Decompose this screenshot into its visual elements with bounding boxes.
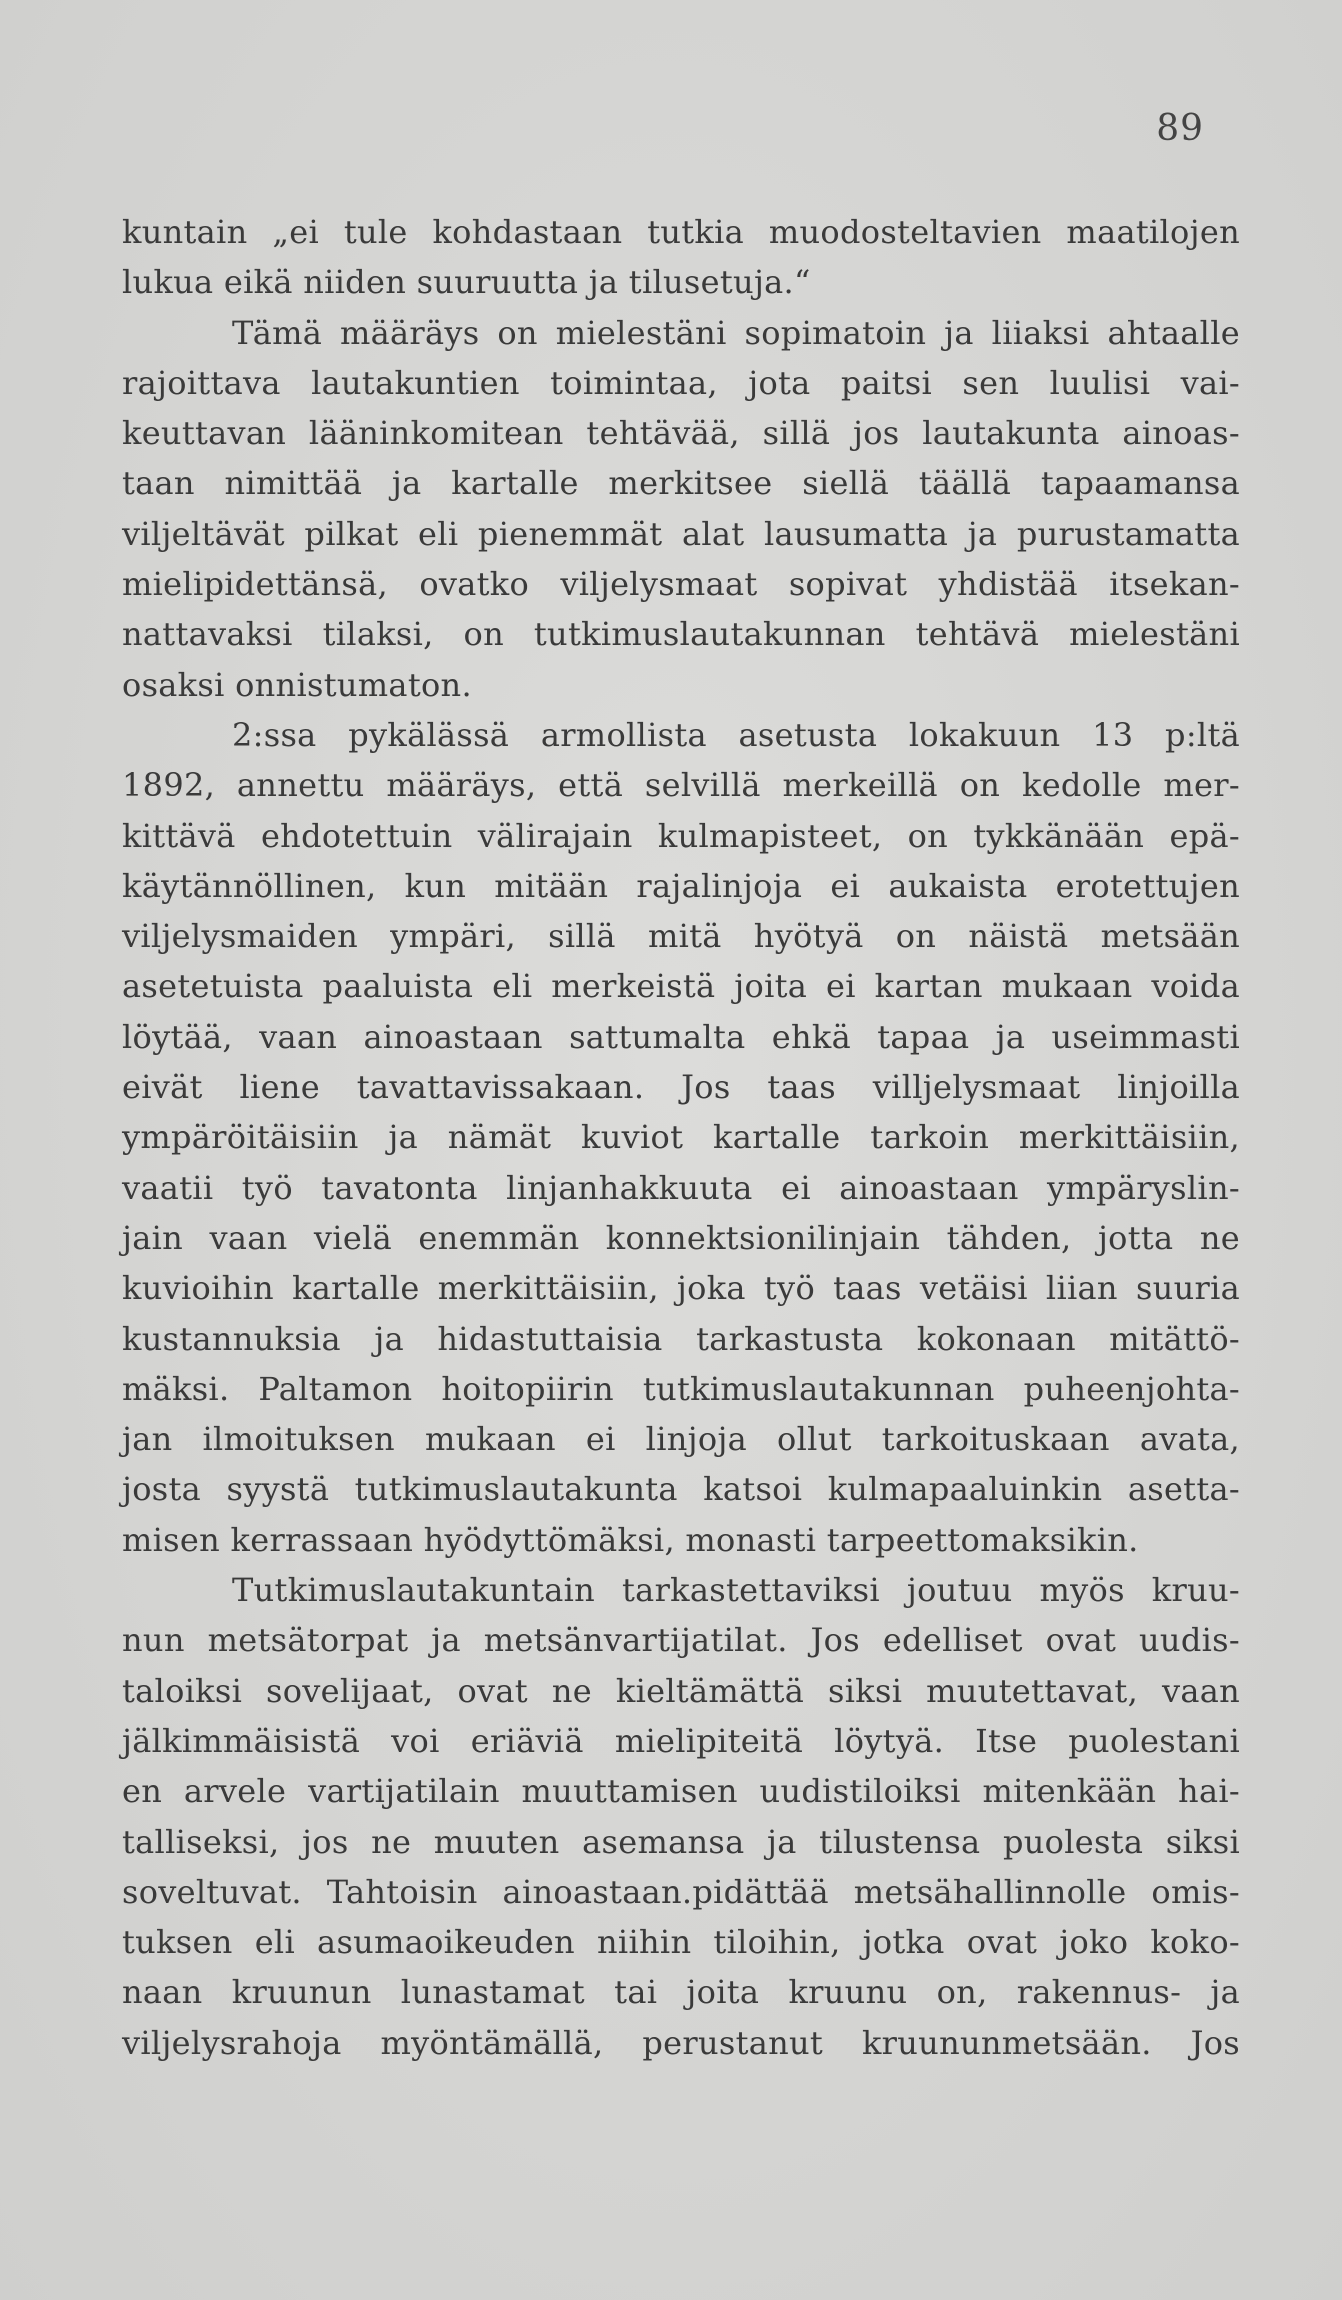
page-number: 89	[1156, 108, 1204, 149]
text-line: taan nimittää ja kartalle merkitsee siellä täällä tapaamansa	[122, 464, 1240, 503]
text-line: keuttavan lääninkomitean tehtävää, sillä jos lautakunta ainoas-	[122, 414, 1240, 453]
text-line: jan ilmoituksen mukaan ei linjoja ollut tarkoituskaan avata,	[122, 1420, 1240, 1459]
text-line: 2:ssa pykälässä armollista asetusta lokakuun 13 p:ltä	[232, 715, 1240, 754]
text-line: kuvioihin kartalle merkittäisiin, joka työ taas vetäisi liian suuria	[122, 1269, 1240, 1308]
text-line: nun metsätorpat ja metsänvartijatilat. Jos edelliset ovat uudis-	[122, 1621, 1240, 1660]
text-line: löytää, vaan ainoastaan sattumalta ehkä tapaa ja useimmasti	[122, 1017, 1240, 1056]
text-line: viljeltävät pilkat eli pienemmät alat lausumatta ja purustamatta	[122, 514, 1240, 553]
text-line: kustannuksia ja hidastuttaisia tarkastusta kokonaan mitättö-	[122, 1319, 1240, 1358]
text-line: mäksi. Paltamon hoitopiirin tutkimuslautakunnan puheenjohta-	[122, 1369, 1240, 1408]
text-line: kuntain „ei tule kohdastaan tutkia muodosteltavien maatilojen	[122, 213, 1240, 251]
text-line: misen kerrassaan hyödyttömäksi, monasti tarpeettomaksikin.	[122, 1520, 1139, 1559]
text-line: rajoittava lautakuntien toimintaa, jota paitsi sen luulisi vai-	[122, 363, 1240, 402]
body-text	[122, 207, 1240, 2068]
text-line: kittävä ehdotettuin välirajain kulmapisteet, on tykkänään epä-	[122, 816, 1240, 855]
text-line: lukua eikä niiden suuruutta ja tilusetuja.“	[122, 263, 811, 302]
text-line: Tutkimuslautakuntain tarkastettaviksi joutuu myös kruu-	[232, 1571, 1240, 1610]
text-line: nattavaksi tilaksi, on tutkimuslautakunnan tehtävä mielestäni	[122, 615, 1240, 654]
text-line: viljelysmaiden ympäri, sillä mitä hyötyä on näistä metsään	[122, 917, 1240, 956]
text-line: viljelysrahoja myöntämällä, perustanut kruununmetsään. Jos	[122, 2023, 1240, 2062]
text-line: käytännöllinen, kun mitään rajalinjoja ei aukaista erotettujen	[122, 866, 1240, 905]
text-line: vaatii työ tavatonta linjanhakkuuta ei ainoastaan ympäryslin-	[122, 1168, 1240, 1207]
text-line: 1892, annettu määräys, että selvillä merkeillä on kedolle mer-	[122, 766, 1240, 805]
text-line: soveltuvat. Tahtoisin ainoastaan.pidättää metsähallinnolle omis-	[122, 1872, 1240, 1911]
text-line: mielipidettänsä, ovatko viljelysmaat sopivat yhdistää itsekan-	[122, 565, 1240, 604]
text-line: asetetuista paaluista eli merkeistä joita ei kartan mukaan voida	[122, 967, 1240, 1006]
text-line: eivät liene tavattavissakaan. Jos taas villjelysmaat linjoilla	[122, 1068, 1240, 1107]
text-line: talliseksi, jos ne muuten asemansa ja tilustensa puolesta siksi	[122, 1822, 1240, 1861]
text-line: naan kruunun lunastamat tai joita kruunu on, rakennus- ja	[122, 1973, 1240, 2012]
text-line: taloiksi sovelijaat, ovat ne kieltämättä siksi muutettavat, vaan	[122, 1671, 1240, 1710]
text-line: en arvele vartijatilain muuttamisen uudistiloiksi mitenkään hai-	[122, 1772, 1240, 1811]
text-line: jain vaan vielä enemmän konnektsionilinjain tähden, jotta ne	[122, 1218, 1240, 1257]
text-line: ympäröitäisiin ja nämät kuviot kartalle tarkoin merkittäisiin,	[122, 1118, 1240, 1157]
text-line: josta syystä tutkimuslautakunta katsoi kulmapaaluinkin asetta-	[122, 1470, 1240, 1509]
text-line: jälkimmäisistä voi eriäviä mielipiteitä löytyä. Itse puolestani	[122, 1721, 1240, 1760]
text-line: osaksi onnistumaton.	[122, 665, 472, 704]
text-line: tuksen eli asumaoikeuden niihin tiloihin, jotka ovat joko koko-	[122, 1923, 1240, 1962]
text-line: Tämä määräys on mielestäni sopimatoin ja liiaksi ahtaalle	[232, 313, 1240, 352]
